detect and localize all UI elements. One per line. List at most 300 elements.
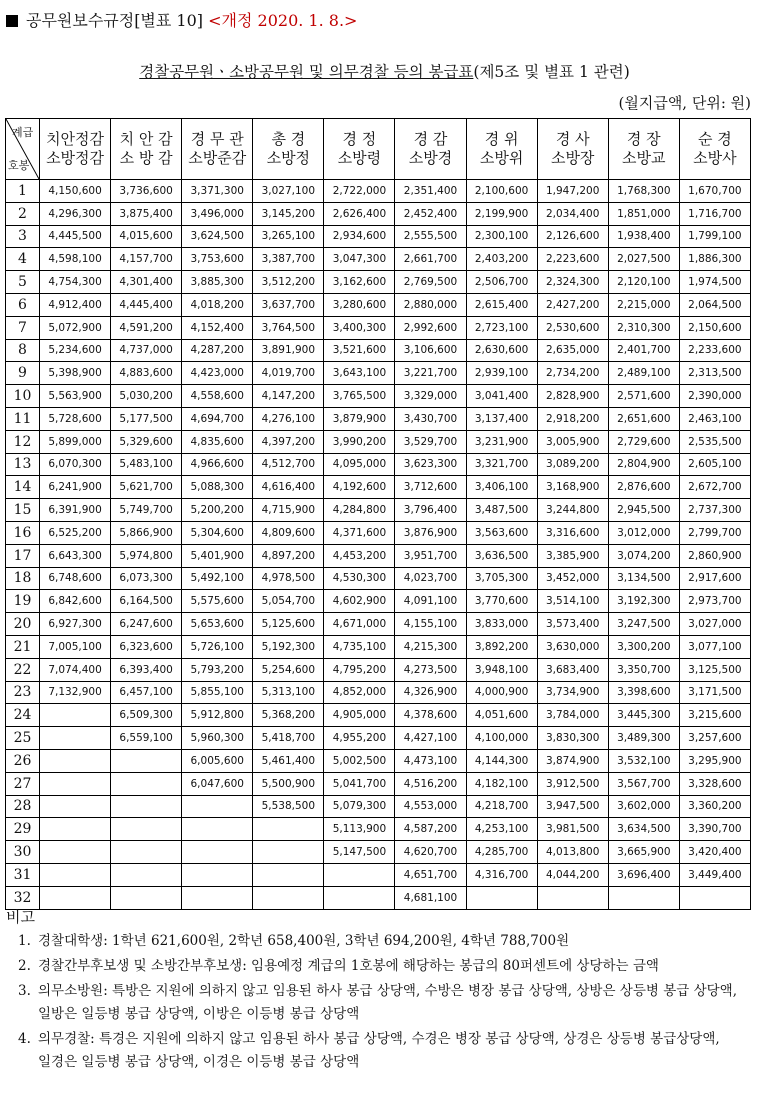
salary-cell: 4,754,300 xyxy=(40,271,111,294)
salary-cell: 5,304,600 xyxy=(182,521,253,544)
salary-cell: 4,150,600 xyxy=(40,180,111,203)
salary-cell: 5,200,200 xyxy=(182,499,253,522)
salary-cell: 3,643,100 xyxy=(324,362,395,385)
table-row xyxy=(6,293,751,316)
salary-cell: 2,555,500 xyxy=(395,225,466,248)
salary-cell: 3,360,200 xyxy=(679,795,750,818)
salary-cell: 3,328,600 xyxy=(679,772,750,795)
salary-cell: 3,390,700 xyxy=(679,818,750,841)
corner-rank-label: 계급 xyxy=(12,126,34,139)
salary-cell: 4,273,500 xyxy=(395,658,466,681)
salary-cell: 2,027,500 xyxy=(608,248,679,271)
table-row xyxy=(6,681,751,704)
note-number: 3. xyxy=(18,983,31,999)
step-number-cell: 19 xyxy=(6,590,40,613)
table-row xyxy=(6,841,751,864)
salary-cell: 3,257,600 xyxy=(679,727,750,750)
salary-cell: 5,147,500 xyxy=(324,841,395,864)
salary-cell: 4,681,100 xyxy=(395,886,466,909)
table-row xyxy=(6,658,751,681)
step-number-cell: 15 xyxy=(6,499,40,522)
salary-cell: 5,855,100 xyxy=(182,681,253,704)
salary-cell xyxy=(40,863,111,886)
step-number-cell: 29 xyxy=(6,818,40,841)
salary-cell xyxy=(253,841,324,864)
salary-cell: 5,313,100 xyxy=(253,681,324,704)
table-row xyxy=(6,772,751,795)
step-number-cell: 31 xyxy=(6,863,40,886)
salary-cell: 2,300,100 xyxy=(466,225,537,248)
salary-cell: 2,064,500 xyxy=(679,293,750,316)
salary-cell xyxy=(182,886,253,909)
salary-cell: 4,284,800 xyxy=(324,499,395,522)
salary-cell: 4,051,600 xyxy=(466,704,537,727)
salary-cell: 3,796,400 xyxy=(395,499,466,522)
salary-cell xyxy=(40,841,111,864)
salary-cell: 5,653,600 xyxy=(182,613,253,636)
rank-header xyxy=(253,119,324,180)
table-row xyxy=(6,544,751,567)
salary-cell: 4,015,600 xyxy=(111,225,182,248)
step-number-cell: 25 xyxy=(6,727,40,750)
table-row xyxy=(6,863,751,886)
salary-cell: 4,018,200 xyxy=(182,293,253,316)
salary-cell: 2,351,400 xyxy=(395,180,466,203)
salary-cell: 6,247,600 xyxy=(111,613,182,636)
salary-cell xyxy=(182,818,253,841)
step-number-cell: 32 xyxy=(6,886,40,909)
salary-cell: 2,626,400 xyxy=(324,202,395,225)
salary-cell: 4,276,100 xyxy=(253,407,324,430)
police-rank-label: 경 정 xyxy=(342,130,377,148)
salary-cell: 4,013,800 xyxy=(537,841,608,864)
table-row xyxy=(6,225,751,248)
salary-cell: 2,571,600 xyxy=(608,385,679,408)
salary-cell: 3,947,500 xyxy=(537,795,608,818)
step-number-cell: 4 xyxy=(6,248,40,271)
salary-cell: 6,525,200 xyxy=(40,521,111,544)
fire-rank-label: 소방정 xyxy=(266,149,311,167)
note-text: 의무경찰: 특경은 지원에 의하지 않고 임용된 하사 봉급 상당액, 수경은 병장 봉급 상당액, 상경은 상등병 봉급상당액, 일경은 일등병 봉급 상당액, 이경은 이등병 봉급 상당액 xyxy=(38,1031,720,1070)
salary-cell: 3,770,600 xyxy=(466,590,537,613)
salary-cell: 3,736,600 xyxy=(111,180,182,203)
salary-cell: 4,671,000 xyxy=(324,613,395,636)
salary-cell: 3,948,100 xyxy=(466,658,537,681)
salary-cell: 3,041,400 xyxy=(466,385,537,408)
salary-cell: 4,095,000 xyxy=(324,453,395,476)
salary-cell: 5,041,700 xyxy=(324,772,395,795)
salary-cell: 3,734,900 xyxy=(537,681,608,704)
salary-cell: 4,620,700 xyxy=(395,841,466,864)
salary-cell: 4,023,700 xyxy=(395,567,466,590)
salary-cell: 3,764,500 xyxy=(253,316,324,339)
salary-cell: 3,106,600 xyxy=(395,339,466,362)
salary-cell: 2,463,100 xyxy=(679,407,750,430)
note-text: 경찰간부후보생 및 소방간부후보생: 임용예정 계급의 1호봉에 해당하는 봉급의 80퍼센트에 상당하는 금액 xyxy=(38,958,659,974)
table-row xyxy=(6,795,751,818)
salary-cell: 5,621,700 xyxy=(111,476,182,499)
note-item xyxy=(18,930,753,953)
salary-cell: 3,712,600 xyxy=(395,476,466,499)
step-number-cell: 30 xyxy=(6,841,40,864)
corner-step-label: 호봉 xyxy=(8,159,30,172)
salary-cell: 4,453,200 xyxy=(324,544,395,567)
salary-cell: 5,866,900 xyxy=(111,521,182,544)
salary-cell: 3,876,900 xyxy=(395,521,466,544)
salary-cell: 5,492,100 xyxy=(182,567,253,590)
step-number-cell: 28 xyxy=(6,795,40,818)
salary-cell: 4,044,200 xyxy=(537,863,608,886)
salary-cell: 2,324,300 xyxy=(537,271,608,294)
salary-cell xyxy=(253,886,324,909)
salary-cell: 5,054,700 xyxy=(253,590,324,613)
salary-cell: 3,027,000 xyxy=(679,613,750,636)
salary-cell: 2,506,700 xyxy=(466,271,537,294)
salary-cell: 3,623,300 xyxy=(395,453,466,476)
salary-cell: 2,876,600 xyxy=(608,476,679,499)
salary-cell xyxy=(40,727,111,750)
salary-cell: 5,002,500 xyxy=(324,749,395,772)
salary-cell: 4,378,600 xyxy=(395,704,466,727)
salary-cell xyxy=(466,886,537,909)
step-number-cell: 26 xyxy=(6,749,40,772)
table-row xyxy=(6,180,751,203)
salary-cell: 5,563,900 xyxy=(40,385,111,408)
table-row xyxy=(6,613,751,636)
salary-cell: 3,406,100 xyxy=(466,476,537,499)
salary-cell: 5,418,700 xyxy=(253,727,324,750)
salary-cell: 3,753,600 xyxy=(182,248,253,271)
black-square-bullet-icon xyxy=(6,15,18,27)
salary-cell: 3,489,300 xyxy=(608,727,679,750)
step-number-cell: 21 xyxy=(6,635,40,658)
salary-cell: 4,978,500 xyxy=(253,567,324,590)
salary-cell: 2,530,600 xyxy=(537,316,608,339)
salary-cell: 2,120,100 xyxy=(608,271,679,294)
step-number-cell: 3 xyxy=(6,225,40,248)
table-row xyxy=(6,271,751,294)
salary-cell: 4,512,700 xyxy=(253,453,324,476)
salary-cell: 2,945,500 xyxy=(608,499,679,522)
table-row xyxy=(6,499,751,522)
fire-rank-label: 소방정감 xyxy=(46,149,105,167)
salary-cell: 2,918,200 xyxy=(537,407,608,430)
regulation-title: 공무원보수규정[별표 10] xyxy=(26,11,204,30)
step-number-cell: 8 xyxy=(6,339,40,362)
salary-cell: 7,074,400 xyxy=(40,658,111,681)
salary-cell: 4,147,200 xyxy=(253,385,324,408)
salary-cell: 6,927,300 xyxy=(40,613,111,636)
salary-cell: 5,329,600 xyxy=(111,430,182,453)
step-number-cell: 23 xyxy=(6,681,40,704)
salary-cell: 4,473,100 xyxy=(395,749,466,772)
salary-cell: 3,215,600 xyxy=(679,704,750,727)
salary-cell: 4,296,300 xyxy=(40,202,111,225)
note-item xyxy=(18,1028,753,1074)
rank-header xyxy=(537,119,608,180)
salary-cell xyxy=(111,795,182,818)
table-row xyxy=(6,339,751,362)
table-row xyxy=(6,202,751,225)
salary-cell: 5,398,900 xyxy=(40,362,111,385)
salary-cell: 1,974,500 xyxy=(679,271,750,294)
salary-cell: 2,934,600 xyxy=(324,225,395,248)
salary-cell: 3,885,300 xyxy=(182,271,253,294)
salary-cell: 5,030,200 xyxy=(111,385,182,408)
salary-cell: 3,137,400 xyxy=(466,407,537,430)
salary-cell: 2,034,400 xyxy=(537,202,608,225)
salary-cell: 3,630,000 xyxy=(537,635,608,658)
salary-cell: 3,567,700 xyxy=(608,772,679,795)
salary-cell: 5,726,100 xyxy=(182,635,253,658)
salary-cell: 3,833,000 xyxy=(466,613,537,636)
salary-cell: 6,393,400 xyxy=(111,658,182,681)
step-number-cell: 9 xyxy=(6,362,40,385)
police-rank-label: 경 사 xyxy=(555,130,590,148)
fire-rank-label: 소방위 xyxy=(479,149,524,167)
salary-cell: 3,350,700 xyxy=(608,658,679,681)
salary-cell: 2,734,200 xyxy=(537,362,608,385)
salary-cell: 3,874,900 xyxy=(537,749,608,772)
salary-cell: 3,784,000 xyxy=(537,704,608,727)
salary-cell: 3,521,600 xyxy=(324,339,395,362)
salary-cell: 2,939,100 xyxy=(466,362,537,385)
salary-cell: 2,615,400 xyxy=(466,293,537,316)
salary-cell: 3,145,200 xyxy=(253,202,324,225)
note-number: 2. xyxy=(18,958,31,974)
step-number-cell: 2 xyxy=(6,202,40,225)
salary-cell: 5,177,500 xyxy=(111,407,182,430)
salary-cell: 5,899,000 xyxy=(40,430,111,453)
step-number-cell: 11 xyxy=(6,407,40,430)
salary-cell xyxy=(608,886,679,909)
table-row xyxy=(6,818,751,841)
salary-cell: 2,215,000 xyxy=(608,293,679,316)
salary-cell xyxy=(253,818,324,841)
salary-cell: 4,553,000 xyxy=(395,795,466,818)
salary-cell xyxy=(40,795,111,818)
salary-cell: 3,162,600 xyxy=(324,271,395,294)
table-row xyxy=(6,248,751,271)
salary-cell xyxy=(40,772,111,795)
fire-rank-label: 소방장 xyxy=(550,149,595,167)
salary-cell: 4,287,200 xyxy=(182,339,253,362)
salary-cell: 1,768,300 xyxy=(608,180,679,203)
salary-table-body xyxy=(6,180,751,910)
salary-cell: 3,624,500 xyxy=(182,225,253,248)
table-row xyxy=(6,727,751,750)
rank-header xyxy=(111,119,182,180)
salary-cell: 1,938,400 xyxy=(608,225,679,248)
salary-cell: 3,875,400 xyxy=(111,202,182,225)
salary-cell: 4,144,300 xyxy=(466,749,537,772)
salary-cell: 4,558,600 xyxy=(182,385,253,408)
salary-cell: 5,728,600 xyxy=(40,407,111,430)
step-number-cell: 17 xyxy=(6,544,40,567)
salary-cell: 3,487,500 xyxy=(466,499,537,522)
salary-cell: 4,530,300 xyxy=(324,567,395,590)
note-text: 경찰대학생: 1학년 621,600원, 2학년 658,400원, 3학년 694,200원, 4학년 788,700원 xyxy=(38,933,570,949)
salary-cell: 2,489,100 xyxy=(608,362,679,385)
salary-cell: 2,313,500 xyxy=(679,362,750,385)
salary-cell: 3,951,700 xyxy=(395,544,466,567)
salary-cell: 3,192,300 xyxy=(608,590,679,613)
salary-cell xyxy=(324,886,395,909)
salary-cell: 3,705,300 xyxy=(466,567,537,590)
step-number-cell: 5 xyxy=(6,271,40,294)
salary-cell: 2,769,500 xyxy=(395,271,466,294)
salary-cell: 4,152,400 xyxy=(182,316,253,339)
police-rank-label: 경 장 xyxy=(626,130,661,148)
table-row xyxy=(6,704,751,727)
fire-rank-label: 소방령 xyxy=(337,149,382,167)
police-rank-label: 총 경 xyxy=(271,130,306,148)
salary-cell: 3,891,900 xyxy=(253,339,324,362)
salary-cell: 4,905,000 xyxy=(324,704,395,727)
salary-cell: 4,602,900 xyxy=(324,590,395,613)
salary-cell: 2,605,100 xyxy=(679,453,750,476)
salary-cell: 3,665,900 xyxy=(608,841,679,864)
note-item xyxy=(18,980,753,1026)
step-number-cell: 22 xyxy=(6,658,40,681)
salary-cell: 3,990,200 xyxy=(324,430,395,453)
salary-cell xyxy=(324,863,395,886)
salary-cell: 3,295,900 xyxy=(679,749,750,772)
table-row xyxy=(6,521,751,544)
salary-cell: 5,401,900 xyxy=(182,544,253,567)
salary-cell: 1,947,200 xyxy=(537,180,608,203)
step-number-cell: 1 xyxy=(6,180,40,203)
salary-cell: 3,012,000 xyxy=(608,521,679,544)
salary-cell: 3,244,800 xyxy=(537,499,608,522)
table-row xyxy=(6,567,751,590)
salary-cell: 6,070,300 xyxy=(40,453,111,476)
salary-cell: 2,860,900 xyxy=(679,544,750,567)
salary-cell: 2,651,600 xyxy=(608,407,679,430)
police-rank-label: 경 감 xyxy=(413,130,448,148)
unit-note: (월지급액, 단위: 원) xyxy=(618,94,751,112)
salary-cell: 3,892,200 xyxy=(466,635,537,658)
salary-cell: 3,134,500 xyxy=(608,567,679,590)
salary-cell: 4,715,900 xyxy=(253,499,324,522)
table-row xyxy=(6,635,751,658)
corner-header xyxy=(6,119,40,180)
salary-cell: 5,575,600 xyxy=(182,590,253,613)
fire-rank-label: 소방사 xyxy=(693,149,737,167)
salary-cell xyxy=(253,863,324,886)
salary-cell: 3,532,100 xyxy=(608,749,679,772)
table-row xyxy=(6,886,751,909)
note-number: 1. xyxy=(18,933,31,949)
salary-cell: 3,637,700 xyxy=(253,293,324,316)
salary-cell: 3,563,600 xyxy=(466,521,537,544)
salary-cell: 4,285,700 xyxy=(466,841,537,864)
notes-heading: 비고 xyxy=(6,908,35,926)
salary-cell: 4,445,400 xyxy=(111,293,182,316)
police-rank-label: 치 안 감 xyxy=(119,130,173,148)
rank-header xyxy=(679,119,750,180)
salary-cell: 4,326,900 xyxy=(395,681,466,704)
table-row xyxy=(6,590,751,613)
salary-cell: 4,852,000 xyxy=(324,681,395,704)
salary-cell xyxy=(111,818,182,841)
salary-cell: 1,886,300 xyxy=(679,248,750,271)
salary-cell: 3,683,400 xyxy=(537,658,608,681)
salary-cell: 1,851,000 xyxy=(608,202,679,225)
salary-cell: 1,799,100 xyxy=(679,225,750,248)
salary-cell: 2,310,300 xyxy=(608,316,679,339)
salary-cell: 6,164,500 xyxy=(111,590,182,613)
salary-cell: 5,234,600 xyxy=(40,339,111,362)
step-number-cell: 10 xyxy=(6,385,40,408)
salary-cell: 3,247,500 xyxy=(608,613,679,636)
salary-cell: 4,445,500 xyxy=(40,225,111,248)
salary-cell: 2,100,600 xyxy=(466,180,537,203)
note-item xyxy=(18,955,753,978)
salary-cell: 4,966,600 xyxy=(182,453,253,476)
salary-cell: 4,253,100 xyxy=(466,818,537,841)
note-number: 4. xyxy=(18,1031,31,1047)
note-text: 의무소방원: 특방은 지원에 의하지 않고 임용된 하사 봉급 상당액, 수방은 병장 봉급 상당액, 상방은 상등병 봉급 상당액, 일방은 일등병 봉급 상당액, 이방은 이등병 봉급 상당액 xyxy=(38,983,738,1022)
fire-rank-label: 소 방 감 xyxy=(119,149,173,167)
step-number-cell: 24 xyxy=(6,704,40,727)
salary-cell: 5,749,700 xyxy=(111,499,182,522)
salary-cell: 5,960,300 xyxy=(182,727,253,750)
salary-cell: 4,397,200 xyxy=(253,430,324,453)
salary-cell: 2,804,900 xyxy=(608,453,679,476)
salary-cell: 2,199,900 xyxy=(466,202,537,225)
salary-cell: 4,516,200 xyxy=(395,772,466,795)
salary-cell: 2,973,700 xyxy=(679,590,750,613)
rank-header xyxy=(395,119,466,180)
salary-cell: 4,591,200 xyxy=(111,316,182,339)
salary-cell: 2,661,700 xyxy=(395,248,466,271)
salary-cell: 7,132,900 xyxy=(40,681,111,704)
salary-cell: 3,265,100 xyxy=(253,225,324,248)
step-number-cell: 14 xyxy=(6,476,40,499)
table-row xyxy=(6,362,751,385)
salary-cell: 3,602,000 xyxy=(608,795,679,818)
salary-cell: 4,371,600 xyxy=(324,521,395,544)
salary-cell: 4,423,000 xyxy=(182,362,253,385)
salary-cell: 4,427,100 xyxy=(395,727,466,750)
salary-cell: 3,027,100 xyxy=(253,180,324,203)
table-row xyxy=(6,749,751,772)
salary-cell: 2,427,200 xyxy=(537,293,608,316)
salary-cell xyxy=(537,886,608,909)
salary-cell: 3,879,900 xyxy=(324,407,395,430)
salary-cell: 4,651,700 xyxy=(395,863,466,886)
salary-cell: 6,643,300 xyxy=(40,544,111,567)
step-number-cell: 27 xyxy=(6,772,40,795)
salary-cell xyxy=(679,886,750,909)
salary-cell: 6,391,900 xyxy=(40,499,111,522)
salary-cell: 3,125,500 xyxy=(679,658,750,681)
salary-cell: 1,716,700 xyxy=(679,202,750,225)
salary-cell: 3,280,600 xyxy=(324,293,395,316)
table-row xyxy=(6,385,751,408)
salary-cell: 5,974,800 xyxy=(111,544,182,567)
table-row xyxy=(6,407,751,430)
salary-cell: 5,072,900 xyxy=(40,316,111,339)
step-number-cell: 20 xyxy=(6,613,40,636)
salary-cell: 1,670,700 xyxy=(679,180,750,203)
salary-cell: 3,089,200 xyxy=(537,453,608,476)
step-number-cell: 7 xyxy=(6,316,40,339)
table-row xyxy=(6,430,751,453)
salary-cell xyxy=(111,863,182,886)
salary-cell: 4,192,600 xyxy=(324,476,395,499)
